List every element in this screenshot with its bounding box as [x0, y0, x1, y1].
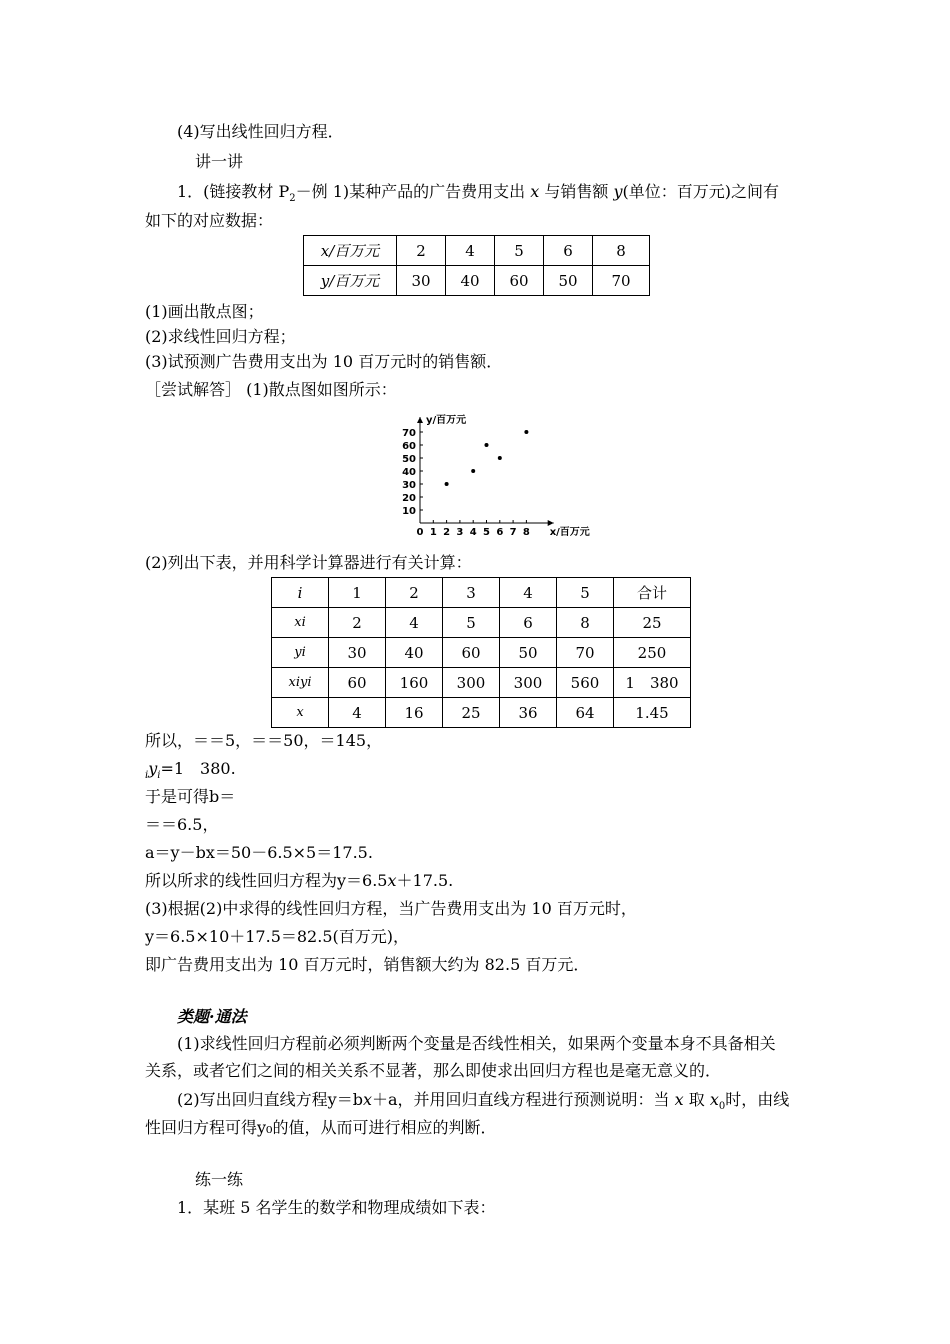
table-cell: 70 [557, 638, 614, 668]
solution-line-4: ＝＝6.5， [145, 815, 219, 834]
table-cell: 40 [446, 266, 495, 296]
table-cell: 60 [443, 638, 500, 668]
solution-line-6 [145, 871, 453, 891]
table-cell: 4 [329, 698, 386, 728]
table-cell: y/百万元 [304, 266, 397, 296]
table-cell: yi [272, 638, 329, 668]
table-cell: 4 [386, 608, 443, 638]
text-span: 时，由线 [725, 1090, 790, 1109]
x-tick-label: 1 [429, 527, 437, 538]
table-row [272, 668, 691, 698]
solution-line-3: 于是可得b＝ [145, 787, 236, 806]
text-span: ＋17.5. [396, 871, 454, 890]
answer-intro: ［尝试解答］ (1)散点图如图所示： [145, 380, 397, 399]
y-tick-label: 10 [402, 506, 416, 517]
table-cell: 300 [500, 668, 557, 698]
table-cell: 5 [495, 236, 544, 266]
method-paragraph-2-line-1 [177, 1090, 789, 1117]
table-cell: x [272, 698, 329, 728]
y-tick-label: 40 [402, 467, 416, 478]
y-axis-label: y/百万元 [426, 415, 467, 426]
section-heading-jiangyijiang: 讲一讲 [195, 152, 244, 171]
table-row [272, 698, 691, 728]
table-cell: i [272, 578, 329, 608]
problem-statement-line-1 [177, 182, 779, 209]
table-cell: 1.45 [614, 698, 691, 728]
subscript: i [157, 770, 161, 782]
table-cell: 50 [544, 266, 593, 296]
text-span: －例 1)某种产品的广告费用支出 [295, 182, 531, 201]
text-span: =1 380. [160, 759, 236, 778]
table-cell: 25 [443, 698, 500, 728]
exercise-1: 1．某班 5 名学生的数学和物理成绩如下表： [177, 1198, 496, 1217]
table-cell: 5 [557, 578, 614, 608]
var-x: x [530, 182, 540, 201]
y-axis-arrow [417, 417, 423, 423]
table-cell: 560 [557, 668, 614, 698]
subscript: 2 [289, 193, 296, 205]
table-cell: 2 [329, 608, 386, 638]
table-cell: xiyi [272, 668, 329, 698]
table-row [304, 266, 650, 296]
table-cell: 8 [557, 608, 614, 638]
question-1: (1)画出散点图； [145, 302, 264, 321]
solution-line-8: y＝6.5×10＋17.5＝82.5(百万元)， [145, 927, 409, 946]
table-cell: 6 [500, 608, 557, 638]
x-tick-label: 4 [469, 527, 477, 538]
table-cell: 3 [443, 578, 500, 608]
x-tick-label: 6 [496, 527, 504, 538]
section-heading-lianyilian: 练一练 [195, 1170, 244, 1189]
table-cell: 6 [544, 236, 593, 266]
solution-line-5: a＝y－bx＝50－6.5×5＝17.5. [145, 843, 373, 862]
var-y: y [613, 182, 623, 201]
table-cell: 4 [446, 236, 495, 266]
y-tick-label: 20 [402, 493, 416, 504]
table-cell: 合计 [614, 578, 691, 608]
table-cell: x/百万元 [304, 236, 397, 266]
table-cell: 2 [397, 236, 446, 266]
data-point [485, 443, 489, 447]
x-axis-arrow [548, 520, 554, 526]
table-cell: 1 [329, 578, 386, 608]
solution-line-9: 即广告费用支出为 10 百万元时，销售额大约为 82.5 百万元． [145, 955, 590, 974]
table-cell: xi [272, 608, 329, 638]
table-cell: 8 [593, 236, 650, 266]
question-3: (3)试预测广告费用支出为 10 百万元时的销售额． [145, 352, 503, 371]
solution-line-2 [145, 759, 236, 786]
data-point [471, 469, 475, 473]
table-row [304, 236, 650, 266]
table-row [272, 578, 691, 608]
data-point [524, 430, 528, 434]
text-span: ＋a，并用回归直线方程进行预测说明：当 [371, 1090, 675, 1109]
method-paragraph-1-line-2: 关系，或者它们之间的相关关系不显著，那么即使求出回归方程也是毫无意义的． [145, 1061, 722, 1080]
table-cell: 250 [614, 638, 691, 668]
method-paragraph-1-line-1: (1)求线性回归方程前必须判断两个变量是否线性相关，如果两个变量本身不具备相关 [177, 1034, 776, 1053]
text-span: 与销售额 [539, 182, 614, 201]
data-table-2 [271, 577, 691, 728]
x-tick-label: 3 [456, 527, 464, 538]
text-span: 取 [683, 1090, 710, 1109]
x-tick-label: 0 [416, 527, 424, 538]
method-paragraph-2-line-2: 性回归方程可得y₀的值，从而可进行相应的判断． [145, 1118, 497, 1137]
table-cell: 2 [386, 578, 443, 608]
table-cell: 5 [443, 608, 500, 638]
table-row [272, 638, 691, 668]
var-y: y [148, 759, 158, 778]
text-span: (2)写出回归直线方程y＝b [177, 1090, 363, 1109]
table-cell: 60 [495, 266, 544, 296]
scatter-chart [398, 405, 598, 545]
x-tick-label: 2 [443, 527, 451, 538]
text-span: 1．(链接教材 P [177, 182, 290, 201]
var-x: x [387, 871, 397, 890]
text-span: 所以所求的线性回归方程为y＝6.5 [145, 871, 388, 890]
table-cell: 50 [500, 638, 557, 668]
text-span: (单位：百万元)之间有 [622, 182, 780, 201]
x-tick-label: 5 [483, 527, 490, 538]
table-cell: 30 [397, 266, 446, 296]
table-cell: 60 [329, 668, 386, 698]
x-axis-label: x/百万元 [549, 527, 590, 538]
table-cell: 40 [386, 638, 443, 668]
table-cell: 64 [557, 698, 614, 728]
y-tick-label: 30 [402, 480, 416, 491]
solution-line-7: (3)根据(2)中求得的线性回归方程，当广告费用支出为 10 百万元时， [145, 899, 637, 918]
table-cell: 70 [593, 266, 650, 296]
data-table-1 [303, 235, 650, 296]
var-x: x [709, 1090, 719, 1109]
answer-part-2: (2)列出下表，并用科学计算器进行有关计算： [145, 553, 472, 572]
x-tick-label: 7 [509, 527, 517, 538]
table-cell: 1 380 [614, 668, 691, 698]
method-heading: 类题·通法 [177, 1007, 247, 1026]
y-tick-label: 50 [402, 454, 416, 465]
table-cell: 30 [329, 638, 386, 668]
data-point [498, 456, 502, 460]
question-2: (2)求线性回归方程； [145, 327, 296, 346]
solution-line-1: 所以，＝＝5，＝＝50，＝145， [145, 731, 383, 750]
var-x: x [674, 1090, 684, 1109]
table-cell: 4 [500, 578, 557, 608]
subscript: 0 [718, 1101, 726, 1113]
var-x: x [362, 1090, 372, 1109]
table-row [272, 608, 691, 638]
table-cell: 300 [443, 668, 500, 698]
y-tick-label: 60 [402, 441, 416, 452]
subscript: i [145, 770, 149, 782]
data-point [445, 482, 449, 486]
question-part-4: (4)写出线性回归方程． [177, 122, 344, 141]
y-tick-label: 70 [402, 428, 416, 439]
table-cell: 25 [614, 608, 691, 638]
table-cell: 160 [386, 668, 443, 698]
table-cell: 36 [500, 698, 557, 728]
table-cell: 16 [386, 698, 443, 728]
x-tick-label: 8 [522, 527, 530, 538]
problem-statement-line-2: 如下的对应数据： [145, 211, 274, 230]
